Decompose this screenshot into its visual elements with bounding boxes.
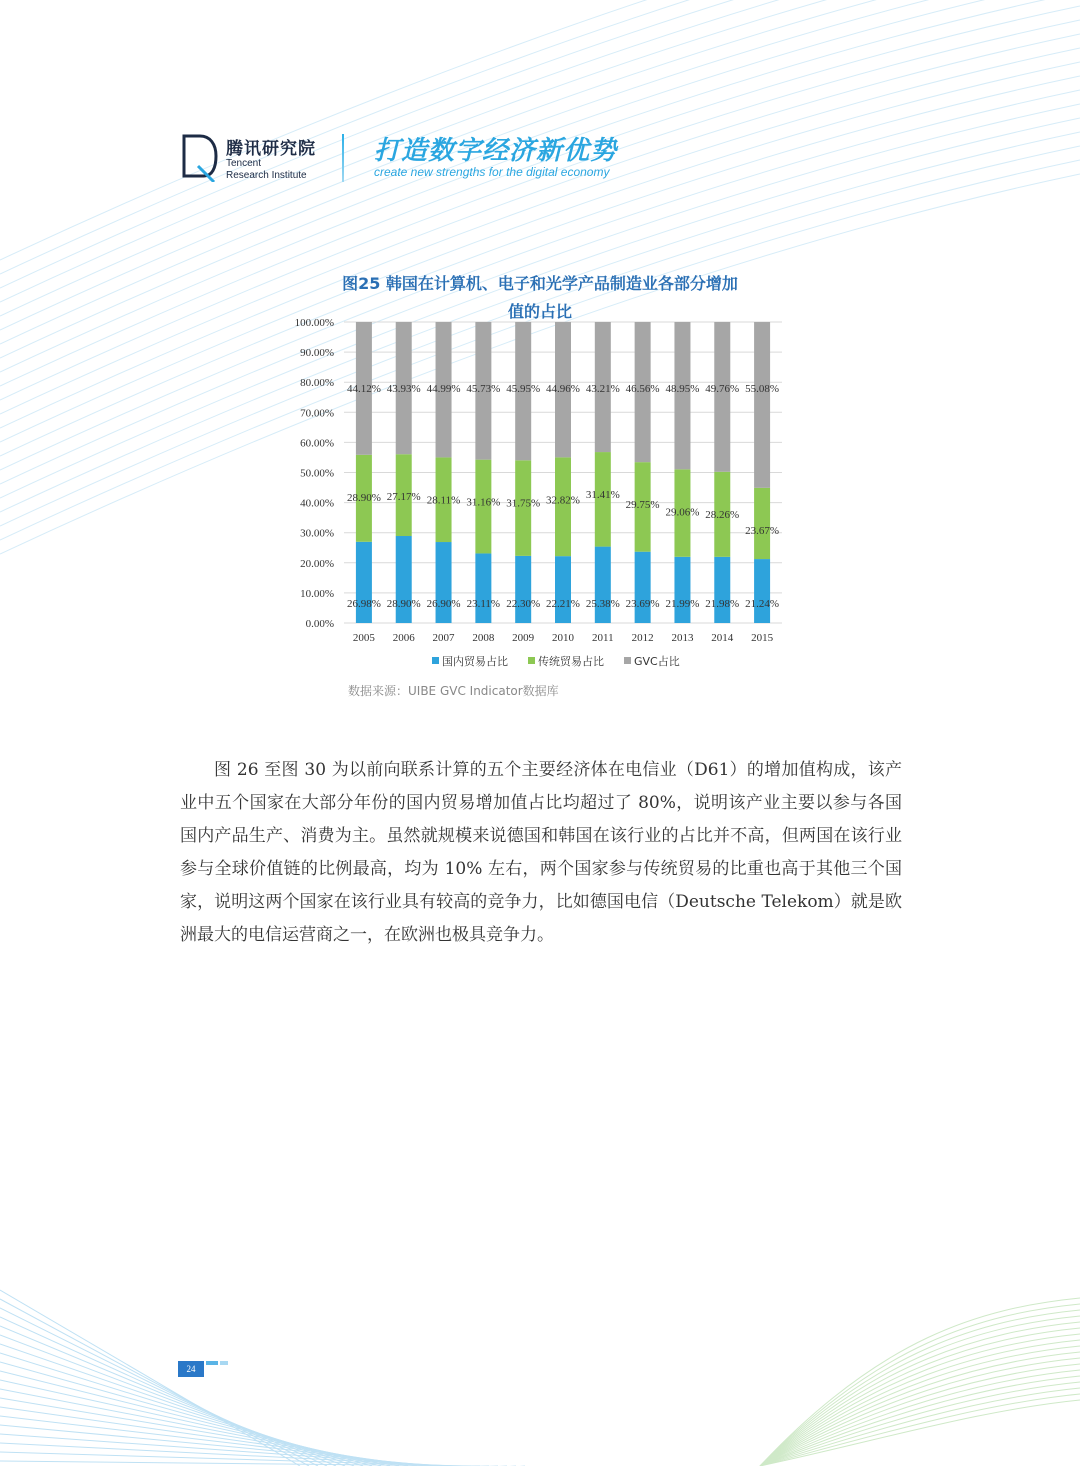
y-tick-label: 20.00% (300, 557, 334, 570)
data-label: 28.90% (346, 491, 381, 504)
bar-segment (714, 322, 730, 472)
data-label: 44.99% (426, 383, 461, 395)
x-tick-label: 2012 (631, 632, 654, 644)
bar-segment (674, 557, 690, 623)
bar-segment (754, 559, 770, 623)
figure-25 (280, 262, 800, 702)
y-tick-label: 40.00% (300, 497, 334, 510)
x-tick-label: 2005 (352, 632, 375, 644)
data-label: 21.98% (705, 598, 740, 610)
y-tick-label: 60.00% (300, 437, 334, 450)
stacked-bar-chart (280, 262, 800, 682)
data-label: 32.82% (546, 494, 580, 507)
data-label: 23.11% (466, 598, 501, 610)
y-tick-label: 0.00% (305, 618, 334, 630)
slogan-english: create new strengths for the digital economy (374, 165, 610, 179)
bar-segment (436, 542, 452, 623)
x-tick-label: 2013 (671, 632, 694, 644)
legend-label: GVC占比 (634, 655, 680, 668)
body-text (180, 754, 902, 952)
slogan-chinese: 打造数字经济新优势 (374, 136, 618, 166)
chart-title-line2: 值的占比 (507, 302, 572, 321)
data-label: 45.95% (506, 383, 541, 395)
legend-swatch (432, 657, 439, 664)
x-tick-label: 2010 (552, 632, 574, 644)
x-tick-label: 2006 (392, 632, 415, 644)
x-tick-label: 2014 (711, 632, 734, 644)
page-marker-dash (206, 1361, 218, 1365)
bar-segment (714, 557, 730, 623)
x-tick-label: 2009 (512, 632, 535, 644)
x-tick-label: 2011 (592, 632, 614, 644)
data-label: 26.90% (426, 598, 461, 610)
x-tick-label: 2015 (751, 632, 774, 644)
data-label: 44.12% (346, 383, 381, 395)
legend-swatch (624, 657, 631, 664)
data-label: 43.93% (386, 383, 421, 395)
data-label: 22.21% (546, 598, 580, 610)
y-tick-label: 100.00% (294, 317, 334, 329)
data-label: 28.90% (386, 598, 421, 610)
data-label: 23.67% (745, 524, 780, 537)
data-label: 43.21% (585, 383, 620, 395)
page-marker-dash (220, 1361, 228, 1365)
data-label: 26.98% (346, 598, 381, 610)
data-label: 27.17% (386, 491, 421, 504)
brand-name: 腾讯研究院 (226, 139, 316, 159)
data-label: 23.69% (625, 598, 660, 610)
data-label: 21.24% (745, 598, 780, 610)
bar-segment (635, 552, 651, 623)
data-label: 21.99% (665, 598, 700, 610)
data-label: 48.95% (665, 383, 700, 395)
data-label: 44.96% (546, 383, 580, 396)
x-tick-label: 2008 (472, 632, 495, 644)
data-label: 31.75% (506, 497, 541, 510)
data-label: 45.73% (466, 383, 501, 395)
body-paragraph: 图 26 至图 30 为以前向联系计算的五个主要经济体在电信业（D61）的增加值构成，该产业中五个国家在大部分年份的国内贸易增加值占比均超过了 80%，说明该产业主要以参与各国国内产品生产、消费为主。虽然就规模来说德国和韩国在该行业的占比并不高，但两国在该行业参与全球价值链的比例最高，均为 10% 左右，两个国家参与传统贸易的比重也高于其他三个国家，说明这两个国家在该行业具有较高的竞争力，比如德国电信（Deutsche Telekom）就是欧洲最大的电信运营商之一，在欧洲也极具竞争力。 (180, 760, 902, 945)
legend-swatch (528, 657, 535, 664)
data-label: 55.08% (745, 383, 780, 396)
data-label: 29.75% (625, 499, 660, 512)
y-tick-label: 50.00% (300, 467, 334, 480)
bar-segment (515, 556, 531, 623)
data-label: 31.41% (585, 489, 620, 502)
tencent-research-logo (178, 132, 218, 182)
legend-label: 国内贸易占比 (442, 655, 508, 668)
data-label: 28.26% (705, 508, 740, 521)
brand-en-line2: Research Institute (226, 170, 307, 181)
bar-segment (674, 322, 690, 469)
data-label: 25.38% (585, 598, 620, 610)
bar-segment (595, 547, 611, 623)
chart-title-line1: 图25 韩国在计算机、电子和光学产品制造业各部分增加 (342, 274, 738, 293)
y-tick-label: 80.00% (300, 377, 334, 390)
x-tick-label: 2007 (432, 632, 455, 644)
data-label: 28.11% (426, 494, 461, 507)
data-source: 数据来源：UIBE GVC Indicator数据库 (348, 684, 559, 698)
y-tick-label: 90.00% (300, 347, 334, 360)
data-label: 31.16% (466, 496, 501, 509)
brand-en-line1: Tencent (226, 158, 262, 169)
legend-label: 传统贸易占比 (538, 655, 604, 668)
bar-segment (356, 542, 372, 623)
data-label: 29.06% (665, 506, 700, 519)
brand-english-name (226, 158, 307, 182)
y-tick-label: 10.00% (300, 587, 334, 600)
y-tick-label: 70.00% (300, 407, 334, 420)
page-number: 24 (178, 1361, 204, 1377)
bar-segment (555, 457, 571, 556)
y-tick-label: 30.00% (300, 527, 334, 540)
header-divider (342, 134, 344, 182)
bar-segment (754, 322, 770, 488)
data-label: 46.56% (625, 383, 660, 395)
data-label: 49.76% (705, 383, 740, 395)
bar-segment (754, 488, 770, 559)
data-label: 22.30% (506, 598, 541, 610)
bar-segment (475, 553, 491, 623)
bar-segment (555, 556, 571, 623)
